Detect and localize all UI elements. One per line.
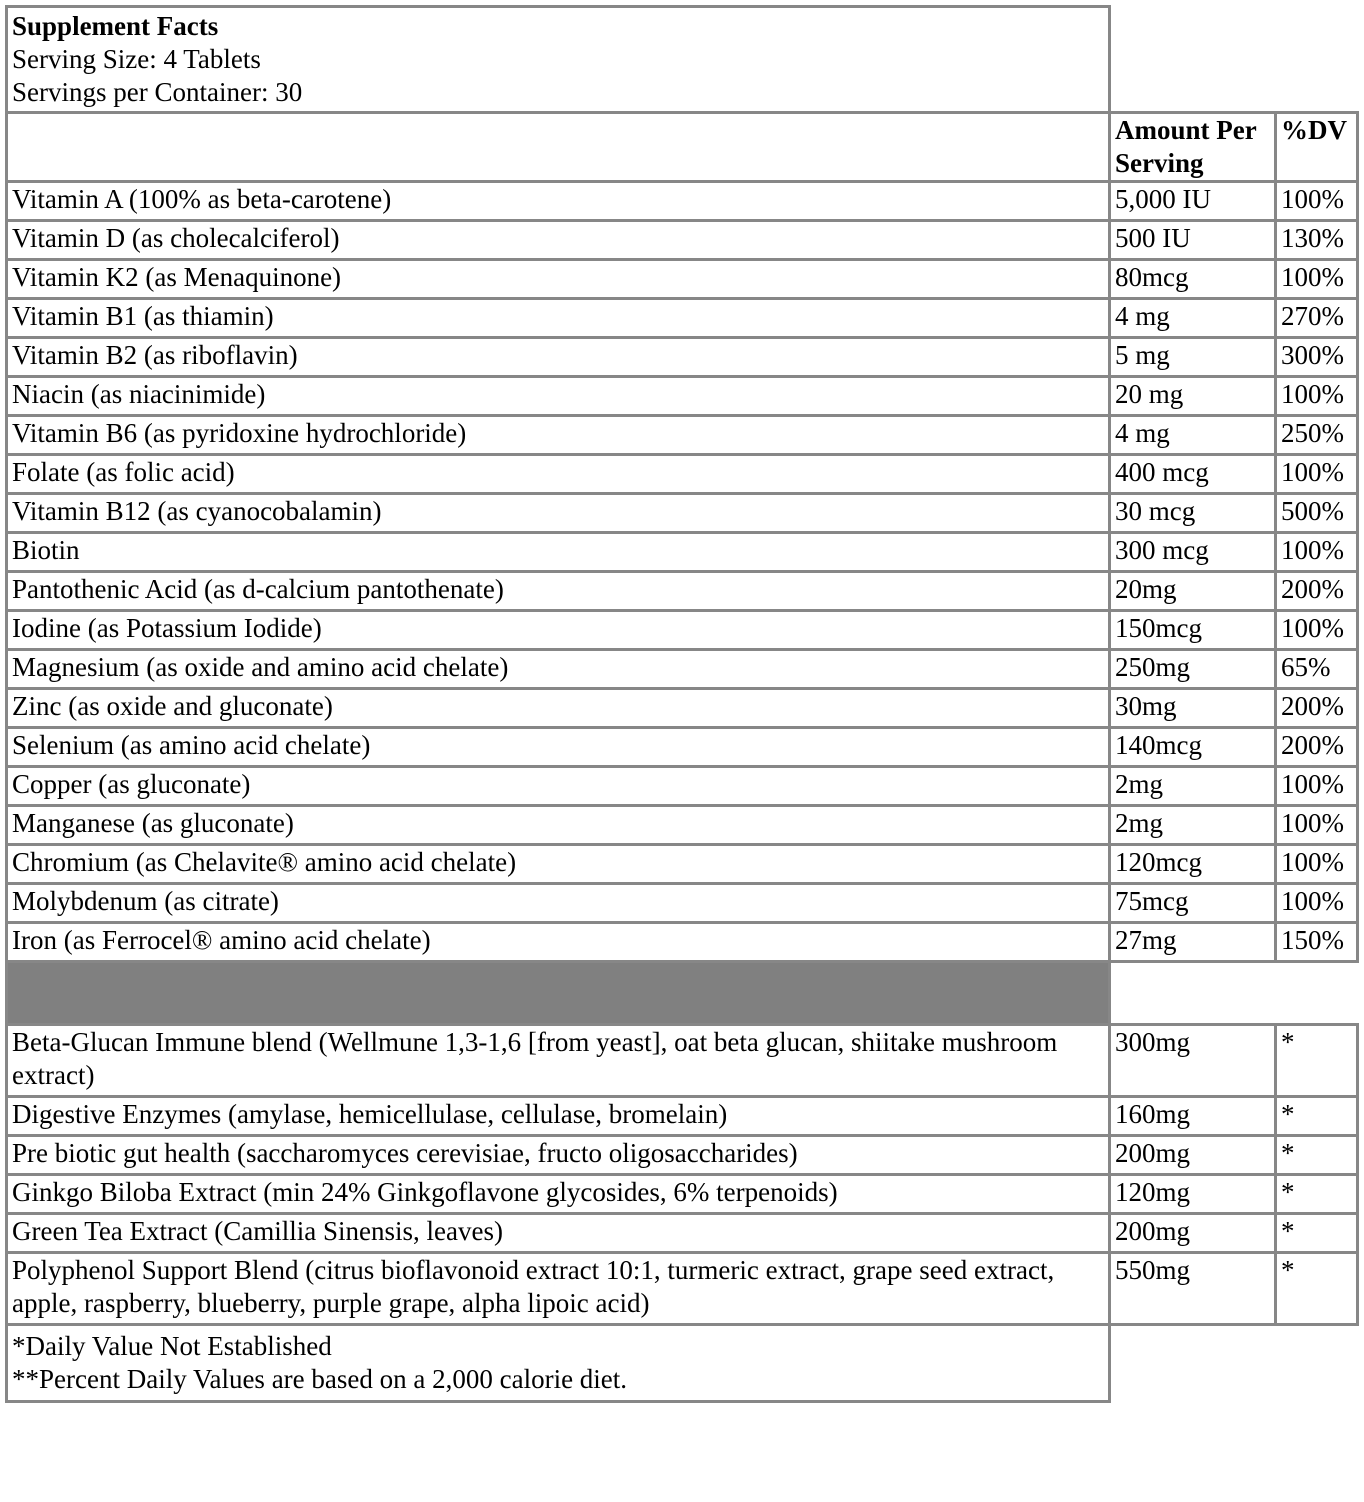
- nutrient-row: [7, 299, 1358, 338]
- nutrient-amount: 80mcg: [1110, 260, 1276, 299]
- nutrient-row: [7, 689, 1358, 728]
- nutrient-name: Molybdenum (as citrate): [7, 884, 1110, 923]
- nutrient-amount: 5 mg: [1110, 338, 1276, 377]
- nutrient-name: Zinc (as oxide and gluconate): [7, 689, 1110, 728]
- nutrient-amount: 500 IU: [1110, 221, 1276, 260]
- nutrient-name: Vitamin B1 (as thiamin): [7, 299, 1110, 338]
- blend-name: Ginkgo Biloba Extract (min 24% Ginkgoflavone glycosides, 6% terpenoids): [7, 1175, 1110, 1214]
- nutrient-row: [7, 884, 1358, 923]
- nutrient-dv: 250%: [1276, 416, 1358, 455]
- blend-row: [7, 1175, 1358, 1214]
- blend-amount: 200mg: [1110, 1136, 1276, 1175]
- nutrient-dv: 100%: [1276, 806, 1358, 845]
- nutrient-dv: 300%: [1276, 338, 1358, 377]
- footer-row: [7, 1325, 1358, 1402]
- nutrient-dv: 100%: [1276, 767, 1358, 806]
- nutrient-row: [7, 572, 1358, 611]
- nutrient-name: Vitamin B2 (as riboflavin): [7, 338, 1110, 377]
- nutrient-amount: 2mg: [1110, 806, 1276, 845]
- section-divider: [7, 962, 1110, 1025]
- nutrient-amount: 300 mcg: [1110, 533, 1276, 572]
- blend-dv: *: [1276, 1136, 1358, 1175]
- nutrient-row: [7, 455, 1358, 494]
- header-row: [7, 7, 1358, 113]
- nutrient-amount: 120mcg: [1110, 845, 1276, 884]
- empty-cell: [1110, 1325, 1276, 1402]
- nutrient-row: [7, 182, 1358, 221]
- blend-row: [7, 1136, 1358, 1175]
- blend-name: Beta-Glucan Immune blend (Wellmune 1,3-1,6 [from yeast], oat beta glucan, shiitake mushroom extract): [7, 1025, 1110, 1097]
- amount-column-header: Amount Per Serving: [1110, 113, 1276, 182]
- blend-amount: 550mg: [1110, 1253, 1276, 1325]
- nutrient-row: [7, 611, 1358, 650]
- nutrient-row: [7, 533, 1358, 572]
- nutrient-row: [7, 377, 1358, 416]
- nutrient-name: Vitamin K2 (as Menaquinone): [7, 260, 1110, 299]
- nutrient-amount: 400 mcg: [1110, 455, 1276, 494]
- nutrient-dv: 100%: [1276, 845, 1358, 884]
- nutrient-dv: 100%: [1276, 377, 1358, 416]
- nutrient-amount: 20 mg: [1110, 377, 1276, 416]
- blend-row: [7, 1253, 1358, 1325]
- nutrient-name: Selenium (as amino acid chelate): [7, 728, 1110, 767]
- nutrient-dv: 100%: [1276, 455, 1358, 494]
- nutrient-row: [7, 767, 1358, 806]
- blend-dv: *: [1276, 1253, 1358, 1325]
- blend-name: Pre biotic gut health (saccharomyces cerevisiae, fructo oligosaccharides): [7, 1136, 1110, 1175]
- nutrient-dv: 100%: [1276, 260, 1358, 299]
- nutrient-amount: 4 mg: [1110, 299, 1276, 338]
- nutrient-row: [7, 728, 1358, 767]
- empty-cell: [1276, 962, 1358, 1025]
- blend-amount: 300mg: [1110, 1025, 1276, 1097]
- nutrient-amount: 30 mcg: [1110, 494, 1276, 533]
- nutrient-name: Chromium (as Chelavite® amino acid chelate): [7, 845, 1110, 884]
- nutrient-row: [7, 845, 1358, 884]
- nutrient-dv: 200%: [1276, 728, 1358, 767]
- nutrient-amount: 75mcg: [1110, 884, 1276, 923]
- nutrient-amount: 20mg: [1110, 572, 1276, 611]
- blend-dv: *: [1276, 1097, 1358, 1136]
- blend-row: [7, 1214, 1358, 1253]
- nutrient-dv: 100%: [1276, 884, 1358, 923]
- nutrient-name: Pantothenic Acid (as d-calcium pantothenate): [7, 572, 1110, 611]
- empty-cell: [1276, 7, 1358, 113]
- blend-dv: *: [1276, 1175, 1358, 1214]
- nutrient-row: [7, 650, 1358, 689]
- nutrient-row: [7, 923, 1358, 962]
- supplement-facts-title: Supplement Facts: [12, 11, 219, 41]
- footnote-percent-daily: **Percent Daily Values are based on a 2,000 calorie diet.: [12, 1364, 628, 1394]
- nutrient-dv: 150%: [1276, 923, 1358, 962]
- nutrient-dv: 100%: [1276, 533, 1358, 572]
- nutrient-amount: 150mcg: [1110, 611, 1276, 650]
- blend-dv: *: [1276, 1214, 1358, 1253]
- nutrient-name: Vitamin A (100% as beta-carotene): [7, 182, 1110, 221]
- nutrient-amount: 27mg: [1110, 923, 1276, 962]
- blend-row: [7, 1025, 1358, 1097]
- blend-name: Digestive Enzymes (amylase, hemicellulase, cellulase, bromelain): [7, 1097, 1110, 1136]
- nutrient-dv: 270%: [1276, 299, 1358, 338]
- nutrient-amount: 5,000 IU: [1110, 182, 1276, 221]
- nutrient-dv: 500%: [1276, 494, 1358, 533]
- blend-amount: 160mg: [1110, 1097, 1276, 1136]
- nutrient-name: Manganese (as gluconate): [7, 806, 1110, 845]
- header-cell: [7, 7, 1110, 113]
- blend-row: [7, 1097, 1358, 1136]
- supplement-facts-table: [5, 5, 1359, 1403]
- serving-size: Serving Size: 4 Tablets: [12, 44, 261, 74]
- nutrient-name: Biotin: [7, 533, 1110, 572]
- blend-amount: 200mg: [1110, 1214, 1276, 1253]
- blend-dv: *: [1276, 1025, 1358, 1097]
- nutrient-amount: 4 mg: [1110, 416, 1276, 455]
- nutrient-amount: 140mcg: [1110, 728, 1276, 767]
- nutrient-name: Copper (as gluconate): [7, 767, 1110, 806]
- footer-cell: [7, 1325, 1110, 1402]
- nutrient-name: Folate (as folic acid): [7, 455, 1110, 494]
- dv-column-header: %DV: [1276, 113, 1358, 182]
- column-header-row: [7, 113, 1358, 182]
- empty-cell: [1110, 7, 1276, 113]
- empty-cell: [1276, 1325, 1358, 1402]
- nutrient-name: Vitamin B12 (as cyanocobalamin): [7, 494, 1110, 533]
- nutrient-row: [7, 806, 1358, 845]
- nutrient-dv: 130%: [1276, 221, 1358, 260]
- section-divider-row: [7, 962, 1358, 1025]
- nutrient-row: [7, 494, 1358, 533]
- nutrient-name: Vitamin D (as cholecalciferol): [7, 221, 1110, 260]
- nutrient-name: Magnesium (as oxide and amino acid chelate): [7, 650, 1110, 689]
- nutrient-dv: 200%: [1276, 689, 1358, 728]
- nutrient-amount: 2mg: [1110, 767, 1276, 806]
- nutrient-row: [7, 221, 1358, 260]
- nutrient-name: Iron (as Ferrocel® amino acid chelate): [7, 923, 1110, 962]
- blend-name: Green Tea Extract (Camillia Sinensis, leaves): [7, 1214, 1110, 1253]
- nutrient-row: [7, 416, 1358, 455]
- nutrient-name: Niacin (as niacinimide): [7, 377, 1110, 416]
- nutrient-row: [7, 260, 1358, 299]
- blend-name: Polyphenol Support Blend (citrus bioflavonoid extract 10:1, turmeric extract, grape seed extract, apple, raspberry, blueberry, purple grape, alpha lipoic acid): [7, 1253, 1110, 1325]
- nutrient-amount: 250mg: [1110, 650, 1276, 689]
- servings-per-container: Servings per Container: 30: [12, 77, 303, 107]
- empty-cell: [1110, 962, 1276, 1025]
- nutrient-dv: 100%: [1276, 182, 1358, 221]
- nutrient-name: Iodine (as Potassium Iodide): [7, 611, 1110, 650]
- nutrient-name: Vitamin B6 (as pyridoxine hydrochloride): [7, 416, 1110, 455]
- nutrient-dv: 200%: [1276, 572, 1358, 611]
- nutrient-amount: 30mg: [1110, 689, 1276, 728]
- nutrient-dv: 65%: [1276, 650, 1358, 689]
- ingredient-column-header: [7, 113, 1110, 182]
- nutrient-dv: 100%: [1276, 611, 1358, 650]
- blend-amount: 120mg: [1110, 1175, 1276, 1214]
- footnote-daily-value: *Daily Value Not Established: [12, 1331, 332, 1361]
- nutrient-row: [7, 338, 1358, 377]
